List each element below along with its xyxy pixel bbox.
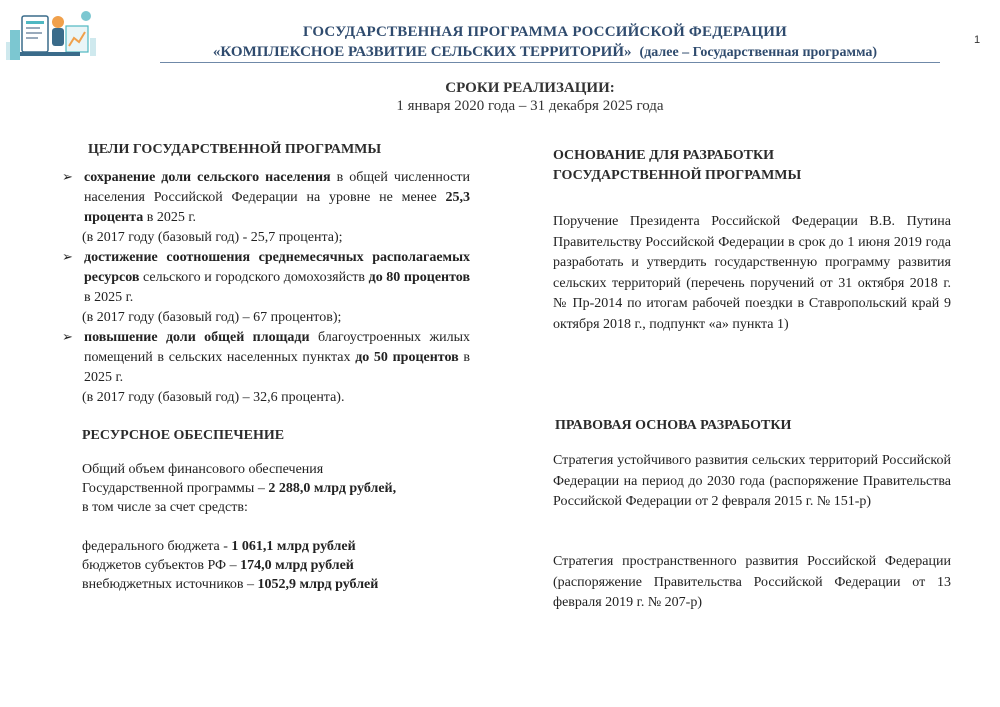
resources-line: Общий объем финансового обеспечения: [82, 462, 324, 477]
goal-bold-start: сохранение доли сельского населения: [84, 170, 331, 185]
program-name: «КОМПЛЕКСНОЕ РАЗВИТИЕ СЕЛЬСКИХ ТЕРРИТОРИЙ»: [212, 44, 632, 60]
header-subtitle: [150, 44, 940, 61]
legal-title: ПРАВОВАЯ ОСНОВА РАЗРАБОТКИ: [555, 418, 792, 433]
period-dates: 1 января 2020 года – 31 декабря 2025 года: [396, 98, 664, 114]
goal-bold-start: достижение соотношения среднемесячных располагаемых ресурсов: [84, 250, 470, 285]
program-alias: (далее – Государственная программа): [639, 45, 878, 60]
checkmark-bullet-icon: ➢: [62, 250, 73, 265]
federal-label: федерального бюджета -: [82, 539, 232, 554]
goal-text: в общей численности населения Российской Федерации на уровне не менее: [84, 170, 471, 205]
federal-value: 1 061,1 млрд рублей: [231, 539, 356, 554]
header-title: ГОСУДАРСТВЕННАЯ ПРОГРАММА РОССИЙСКОЙ ФЕДЕРАЦИИ: [302, 24, 787, 40]
goal-item: [60, 328, 470, 388]
legal-document: Стратегия устойчивого развития сельских территорий Российской Федерации на период до 2030 года (распоряжение Правительства Российской Федерации от 2 февраля 2015 г. № 151-р): [553, 453, 951, 509]
goal-item: [60, 168, 470, 228]
header-divider: [160, 62, 940, 63]
goal-base-year: (в 2017 году (базовый год) – 67 процентов);: [82, 310, 342, 325]
goals-list: [60, 168, 470, 408]
checkmark-bullet-icon: ➢: [62, 330, 73, 345]
resources-text: [82, 460, 472, 594]
resources-regional: [82, 556, 472, 575]
document-header: [150, 24, 940, 61]
checkmark-bullet-icon: ➢: [62, 170, 73, 185]
goal-text: сельского и городского домохозяйств: [139, 270, 369, 285]
basis-title-line: ГОСУДАРСТВЕННОЙ ПРОГРАММЫ: [553, 168, 802, 183]
goal-text-end: в 2025 г.: [143, 210, 197, 225]
logo-illustration: [6, 8, 98, 64]
goal-base-year: (в 2017 году (базовый год) - 25,7 процента);: [82, 230, 343, 245]
goal-target-value: 25,3 процента: [84, 190, 470, 225]
extrabudget-label: внебюджетных источников –: [82, 577, 258, 592]
goal-base-year: (в 2017 году (базовый год) – 32,6 процента).: [82, 390, 345, 405]
goal-target-value: до 80 процентов: [368, 270, 471, 285]
resources-total-label: Государственной программы –: [82, 481, 269, 496]
basis-title: [553, 146, 801, 186]
resources-line: в том числе за счет средств:: [82, 500, 248, 515]
resources-total: [82, 479, 472, 498]
goal-bold-start: повышение доли общей площади: [84, 330, 310, 345]
regional-label: бюджетов субъектов РФ –: [82, 558, 241, 573]
goals-title: ЦЕЛИ ГОСУДАРСТВЕННОЙ ПРОГРАММЫ: [88, 142, 382, 157]
regional-value: 174,0 млрд рублей: [240, 558, 354, 573]
resources-total-value: 2 288,0 млрд рублей,: [268, 481, 397, 496]
resources-federal: [82, 537, 472, 556]
legal-document: Стратегия пространственного развития Российской Федерации (распоряжение Правительства Российской Федерации от 13 февраля 2019 г. № 207-р): [553, 554, 951, 610]
period-title: СРОКИ РЕАЛИЗАЦИИ:: [445, 80, 615, 96]
implementation-period: [300, 80, 760, 115]
goal-text-end: в 2025 г.: [84, 290, 134, 305]
goal-text: благоустроенных жилых помещений в сельских населенных пунктах: [84, 330, 471, 365]
page-number: 1: [974, 34, 981, 46]
goal-target-value: до 50 процентов: [355, 350, 459, 365]
resources-title: РЕСУРСНОЕ ОБЕСПЕЧЕНИЕ: [82, 428, 285, 443]
resources-extrabudget: [82, 575, 472, 594]
goal-text-end: в 2025 г.: [84, 350, 470, 385]
basis-text: Поручение Президента Российской Федерации В.В. Путина Правительству Российской Федерации в срок до 1 июня 2019 года разработать и утвердить государственную программу развития сельских территорий (перечень поручений от 31 октября 2018 г. № Пр-2014 по итогам рабочей поездки в Ставропольский край 9 октября 2018 г., подпункт «а» пункта 1): [553, 214, 951, 332]
basis-title-line: ОСНОВАНИЕ ДЛЯ РАЗРАБОТКИ: [553, 148, 775, 163]
extrabudget-value: 1052,9 млрд рублей: [257, 577, 379, 592]
goal-item: [60, 248, 470, 308]
